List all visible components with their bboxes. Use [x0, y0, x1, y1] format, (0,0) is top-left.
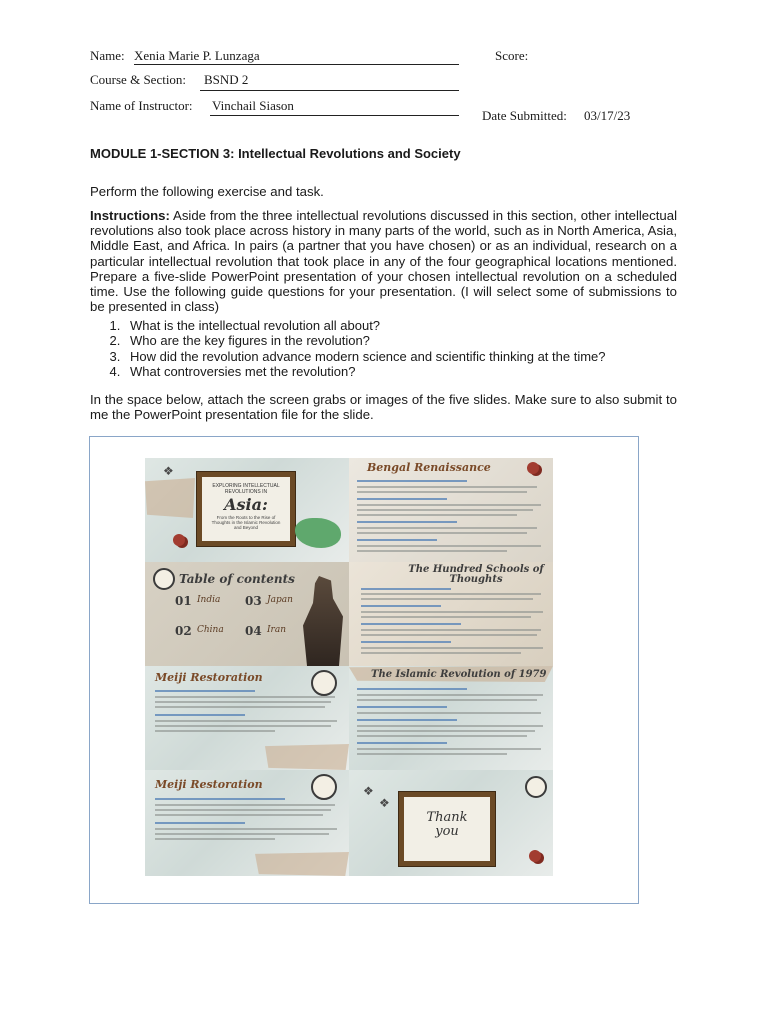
question-item: 2. Who are the key figures in the revolution?	[124, 333, 606, 348]
score-label: Score:	[495, 48, 529, 63]
course-label: Course & Section:	[90, 72, 187, 87]
thank-you-text: Thank you	[426, 810, 468, 839]
slide-heading: The Islamic Revolution of 1979	[371, 669, 547, 680]
name-underline	[134, 64, 459, 65]
butterfly-icon: ❖	[379, 796, 390, 810]
instructor-value: Vinchail Siason	[212, 98, 294, 113]
course-underline	[200, 90, 459, 91]
instructions-text: Aside from the three intellectual revolutions discussed in this section, other intellectual revolutions also took place across history in many parts of the world, such as in North America, Asia, Middle East, and Africa. In pairs (a partner that you have chosen) or as an individual, research on a particular intellectual revolution that took place in any of the four geographical locations mentioned. Prepare a five-slide PowerPoint presentation of your chosen intellectual revolution on a scheduled time. Use the following guide questions for your presentation. (I will select some of submissions to be presented in class)	[90, 208, 677, 315]
instructions-paragraph	[90, 208, 677, 314]
picture-frame-icon	[197, 472, 295, 546]
slide-heading: Meiji Restoration	[155, 778, 263, 791]
picture-frame-icon	[399, 792, 495, 866]
toc-name: Iran	[267, 625, 287, 635]
slide-heading: Table of contents	[179, 572, 295, 586]
butterfly-icon: ❖	[163, 464, 174, 478]
butterfly-icon: ❖	[363, 784, 374, 798]
toc-number: 03	[245, 594, 262, 608]
toc-number: 02	[175, 624, 192, 638]
slide-meiji-1	[145, 666, 349, 770]
slide-heading: The Hundred Schools of Thoughts	[408, 564, 544, 585]
slide-meiji-2	[145, 770, 349, 876]
question-item: 3. How did the revolution advance modern science and scientific thinking at the time?	[124, 349, 606, 364]
toc-name: India	[197, 595, 221, 605]
date-value: 03/17/23	[584, 108, 631, 123]
course-value: BSND 2	[204, 72, 249, 87]
slide-heading: Meiji Restoration	[155, 671, 263, 684]
instructor-label: Name of Instructor:	[90, 98, 193, 113]
toc-name: China	[197, 625, 224, 635]
slide-title-sub: From the Roots to the Rise of Thoughts in the Islamic Revolution and Beyond	[211, 515, 281, 530]
intro-text: Perform the following exercise and task.	[90, 184, 324, 199]
question-item: 1. What is the intellectual revolution all about?	[124, 318, 606, 333]
slide-title-kicker: EXPLORING INTELLECTUAL REVOLUTIONS IN	[212, 483, 280, 495]
map-shape	[295, 518, 341, 548]
slide-thank-you	[349, 770, 553, 876]
clock-icon	[311, 670, 337, 696]
closing-text: In the space below, attach the screen grabs or images of the five slides. Make sure to also submit to me the PowerPoint presentation file for the slide.	[90, 392, 677, 423]
toc-name: Japan	[267, 595, 293, 605]
slide-bengal	[349, 458, 553, 562]
module-title: MODULE 1-SECTION 3: Intellectual Revolutions and Society	[90, 146, 461, 161]
date-label: Date Submitted:	[482, 108, 567, 123]
clock-icon	[311, 774, 337, 800]
question-item: 4. What controversies met the revolution?	[124, 364, 606, 379]
toc-number: 04	[245, 624, 262, 638]
toc-number: 01	[175, 594, 192, 608]
guide-questions	[90, 318, 606, 380]
slides-collage	[145, 458, 553, 876]
slide-toc	[145, 562, 349, 666]
name-value: Xenia Marie P. Lunzaga	[134, 48, 260, 63]
slide-heading: Bengal Renaissance	[367, 461, 491, 474]
instructor-underline	[210, 115, 459, 116]
slide-title	[145, 458, 349, 562]
statue-figure-icon	[303, 576, 343, 666]
flower-icon	[173, 534, 185, 546]
clock-icon	[525, 776, 547, 798]
instructions-label: Instructions:	[90, 208, 170, 223]
flower-icon	[529, 850, 541, 862]
flower-icon	[527, 462, 539, 474]
slide-islamic-revolution	[349, 666, 553, 770]
slide-hundred-schools	[349, 562, 553, 666]
clock-icon	[153, 568, 175, 590]
slide-title-main: Asia:	[224, 495, 268, 514]
name-label: Name:	[90, 48, 125, 63]
